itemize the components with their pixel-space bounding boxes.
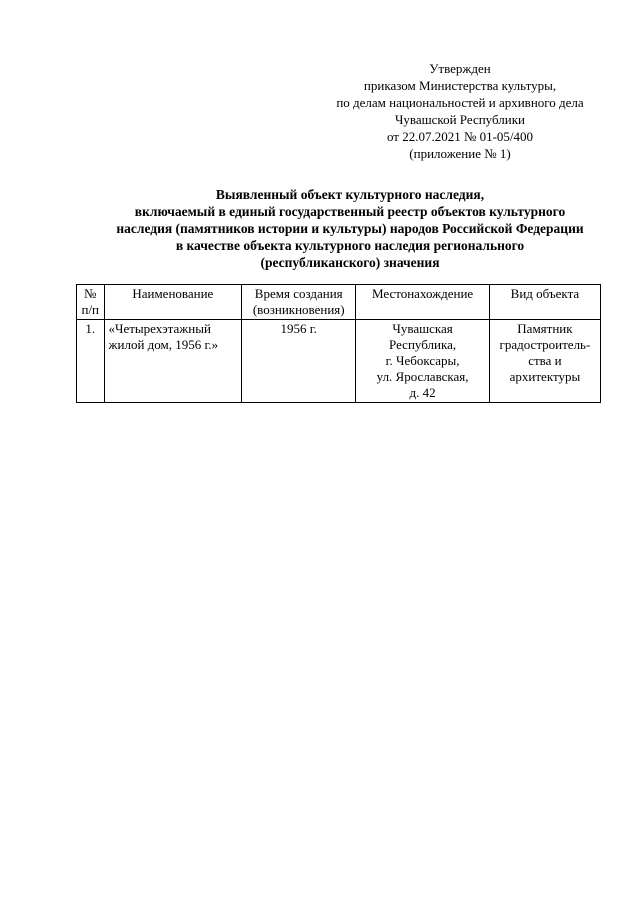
approval-line: (приложение № 1) [409, 146, 511, 161]
cell-creation-time: 1956 г. [242, 320, 356, 403]
header-object-type: Вид объекта [489, 285, 600, 320]
header-location: Местонахождение [356, 285, 490, 320]
header-name: Наименование [104, 285, 242, 320]
approval-line: приказом Министерства культуры, [363, 78, 557, 93]
approval-block [300, 60, 620, 162]
cell-number: 1. [77, 320, 105, 403]
approval-line: Чувашской Республики [394, 112, 526, 127]
approval-line: Утвержден [429, 61, 491, 76]
heritage-object-table [76, 284, 601, 403]
heading-line: Выявленный объект культурного наследия, [215, 187, 485, 202]
heading-line: включаемый в единый государственный реестр объектов культурного [134, 204, 566, 219]
table-row [77, 320, 601, 403]
cell-location: Чувашская Республика, г. Чебоксары, ул. Ярославская, д. 42 [356, 320, 490, 403]
approval-line: по делам национальностей и архивного дела [336, 95, 584, 110]
cell-object-type: Памятник градостроитель- ства и архитектуры [489, 320, 600, 403]
table-header-row [77, 285, 601, 320]
approval-line: от 22.07.2021 № 01-05/400 [386, 129, 534, 144]
heading-line: (республиканского) значения [260, 255, 440, 270]
heading-line: в качестве объекта культурного наследия регионального [175, 238, 525, 253]
document-heading [60, 186, 640, 271]
heading-line: наследия (памятников истории и культуры) народов Российской Федерации [116, 221, 584, 236]
cell-name: «Четырехэтажный жилой дом, 1956 г.» [104, 320, 242, 403]
header-number: № п/п [77, 285, 105, 320]
header-creation-time: Время создания (возникновения) [242, 285, 356, 320]
